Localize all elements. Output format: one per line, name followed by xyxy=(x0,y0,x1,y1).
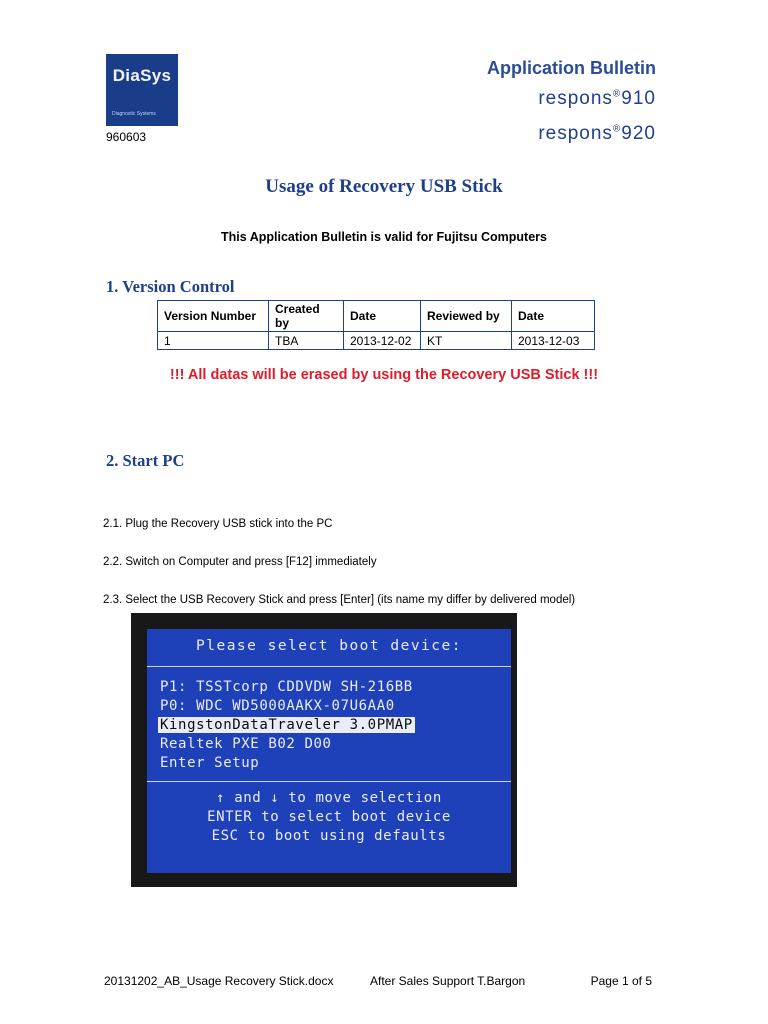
boot-item-selected: KingstonDataTraveler 3.0PMAP xyxy=(160,717,413,733)
diasys-logo xyxy=(106,54,178,126)
boot-help-line: ESC to boot using defaults xyxy=(211,828,447,844)
footer-filename: 20131202_AB_Usage Recovery Stick.docx xyxy=(104,974,334,988)
boot-item: Realtek PXE B02 D00 xyxy=(160,736,332,752)
step-2-3: 2.3. Select the USB Recovery Stick and press [Enter] (its name my differ by delivered model) xyxy=(103,594,576,606)
boot-help-line: ↑ and ↓ to move selection xyxy=(216,790,442,806)
table-cell: TBA xyxy=(269,332,344,350)
table-cell: 2013-12-02 xyxy=(344,332,421,350)
logo-text: DiaSys xyxy=(112,66,172,85)
document-number: 960603 xyxy=(106,130,147,144)
step-2-2: 2.2. Switch on Computer and press [F12] immediately xyxy=(103,556,377,568)
column-header: Reviewed by xyxy=(421,301,512,332)
divider xyxy=(147,781,511,782)
product-910: respons®910 xyxy=(538,88,656,109)
column-header: Version Number xyxy=(158,301,269,332)
column-header: Created by xyxy=(269,301,344,332)
column-header: Date xyxy=(512,301,595,332)
erase-warning: !!! All datas will be erased by using the Recovery USB Stick !!! xyxy=(169,367,599,383)
logo-subtext: Diagnostic Systems xyxy=(112,111,156,117)
column-header: Date xyxy=(344,301,421,332)
bulletin-title: Application Bulletin xyxy=(487,58,656,78)
table-cell: 2013-12-03 xyxy=(512,332,595,350)
table-row xyxy=(158,332,595,350)
footer-support: After Sales Support T.Bargon xyxy=(370,974,526,988)
footer-page-number: Page 1 of 5 xyxy=(590,974,652,988)
boot-menu-title: Please select boot device: xyxy=(196,638,462,654)
section-version-control-heading: 1. Version Control xyxy=(106,277,235,296)
divider xyxy=(147,666,511,667)
version-control-table xyxy=(157,300,595,350)
section-start-pc-heading: 2. Start PC xyxy=(106,451,185,470)
table-cell: 1 xyxy=(158,332,269,350)
boot-menu-screenshot xyxy=(131,613,517,887)
boot-item: P1: TSSTcorp CDDVDW SH-216BB xyxy=(160,679,413,695)
table-header-row xyxy=(158,301,595,332)
table-cell: KT xyxy=(421,332,512,350)
boot-item: P0: WDC WD5000AAKX-07U6AA0 xyxy=(160,698,395,714)
boot-menu-screen xyxy=(147,629,511,873)
boot-help-line: ENTER to select boot device xyxy=(207,809,451,825)
document-title: Usage of Recovery USB Stick xyxy=(265,176,503,197)
boot-item: Enter Setup xyxy=(160,755,260,771)
product-920: respons®920 xyxy=(538,123,656,144)
validity-note: This Application Bulletin is valid for Fujitsu Computers xyxy=(221,230,547,244)
step-2-1: 2.1. Plug the Recovery USB stick into the PC xyxy=(103,518,333,530)
